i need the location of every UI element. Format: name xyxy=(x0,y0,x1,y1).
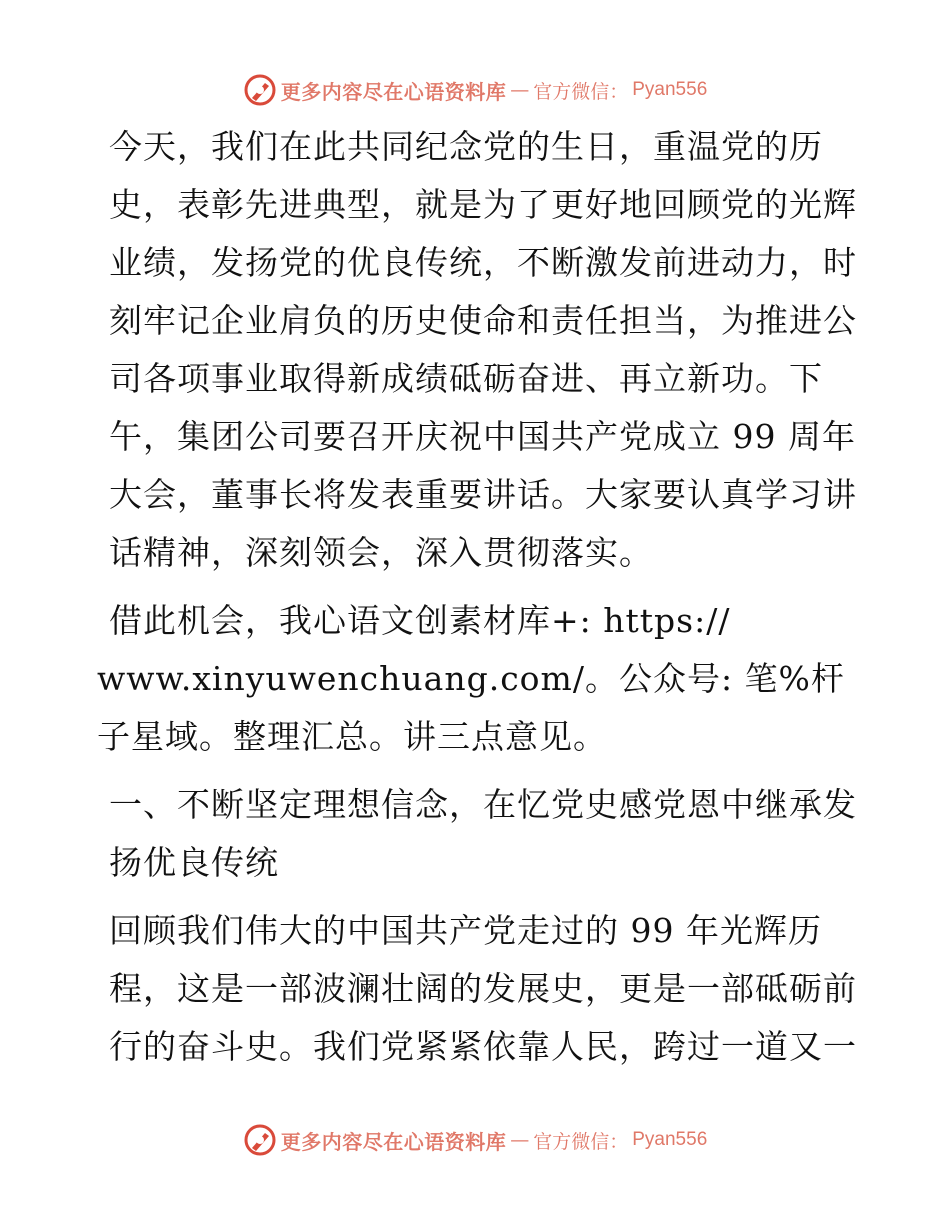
header-watermark xyxy=(0,70,950,110)
watermark-text: 更多内容尽在心语资料库 xyxy=(280,1129,507,1154)
paragraph-source-line1: 借此机会，我心语文创素材库+: https:// xyxy=(109,601,731,640)
watermark-wechat-id: Pyan556 xyxy=(632,79,708,100)
document-body xyxy=(97,118,857,1086)
pen-circle-logo-icon xyxy=(243,73,277,107)
section-heading-1: 一、不断坚定理想信念，在忆党史感党恩中继承发扬优良传统 xyxy=(109,785,857,882)
watermark-text: 更多内容尽在心语资料库 xyxy=(280,79,507,104)
paragraph-history: 回顾我们伟大的中国共产党走过的 99 年光辉历程，这是一部波澜壮阔的发展史，更是一部砥砺前行的奋斗史。我们党紧紧依靠人民，跨过一道又一 xyxy=(109,911,857,1066)
footer-watermark xyxy=(0,1120,950,1160)
watermark-dash: — xyxy=(510,1129,530,1151)
watermark-wechat-id: Pyan556 xyxy=(632,1129,708,1150)
paragraph-source-line2: www.xinyuwenchuang.com/。公众号: 笔%杆子星域。整理汇总。讲三点意见。 xyxy=(97,659,845,756)
watermark-official-label: 官方微信： xyxy=(533,1130,629,1153)
paragraph-opening: 今天，我们在此共同纪念党的生日，重温党的历史，表彰先进典型，就是为了更好地回顾党的光辉业绩，发扬党的优良传统，不断激发前进动力，时刻牢记企业肩负的历史使命和责任担当，为推进公司各项事业取得新成绩砥砺奋进、再立新功。下午，集团公司要召开庆祝中国共产党成立 99 周年大会，董事长将发表重要讲话。大家要认真学习讲话精神，深刻领会，深入贯彻落实。 xyxy=(109,127,857,572)
pen-circle-logo-icon xyxy=(243,1123,277,1157)
watermark-official-label: 官方微信： xyxy=(533,80,629,103)
watermark-dash: — xyxy=(510,79,530,101)
